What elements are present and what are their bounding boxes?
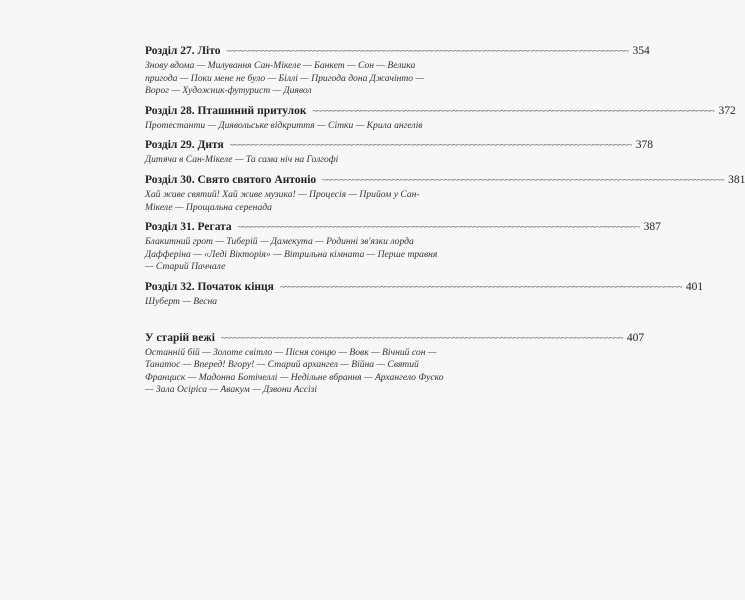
page-number: 354 [632,45,650,57]
toc-entry-head [145,138,653,152]
chapter-title: Розділ 29. Дитя [145,139,224,152]
toc-entry-chapter-29 [145,138,653,167]
chapter-summary: Дитяча в Сан-Мікеле — Та сама ніч на Голгофі [145,154,339,166]
chapter-summary: Хай живе святий! Хай живе музика! — Процесія — Прийом у Сан-Мікеле — Прощальна серенада [145,188,420,213]
page-number: 407 [626,331,645,344]
chapter-summary: Шуберт — Весна [145,295,218,307]
chapter-title: Розділ 31. Регата [145,221,232,234]
toc-entry-chapter-31 [145,220,661,274]
toc-entry-head [145,331,645,345]
leader-dots: ~~~~~~~~~~~~~~~~~~~~~~~~~~~~~~~~~~~~~~~~~~~~~~~~~~~~~~~~~~~~~~~~~~~~~~~~~~~~~~~~~~~~~~~~~~~~ [237,222,640,233]
chapter-summary: Протестанти — Диявольське відкриття — Сітки — Крила ангелів [145,119,423,131]
leader-dots: ~~~~~~~~~~~~~~~~~~~~~~~~~~~~~~~~~~~~~~~~~~~~~~~~~~~~~~~~~~~~~~~~~~~~~~~~~~~~~~~~~~~~~~~~~~~~ [322,174,725,185]
chapter-title: Розділ 32. Початок кінця [145,280,274,293]
chapter-summary: Останній бій — Золоте світло — Пісня сонцю — Вовк — Вічний сон — Танатос — Вперед! Вгору! — Старий архангел — Війна — Святий Франциск — Мадонна Ботічеллі — Недільне вбрання — Архангело Фуско — Зала Осіріса — Авакум — Дзвони Ассізі [145,346,444,396]
chapter-title: У старій вежі [145,331,215,344]
toc-entry-head [145,44,650,58]
leader-dots: ~~~~~~~~~~~~~~~~~~~~~~~~~~~~~~~~~~~~~~~~~~~~~~~~~~~~~~~~~~~~~~~~~~~~~~~~~~~~~~~~~~~~~~~~~~~~ [279,281,682,292]
page-number: 372 [718,104,736,117]
toc-entry-head [145,280,704,294]
leader-dots: ~~~~~~~~~~~~~~~~~~~~~~~~~~~~~~~~~~~~~~~~~~~~~~~~~~~~~~~~~~~~~~~~~~~~~~~~~~~~~~~~~~~~~~~~~~~~ [312,105,715,116]
toc-entry-head [145,173,745,187]
chapter-summary: Блакитний грот — Тиберій — Дамекута — Родинні зв'язки лорда Дафферіна — «Леді Вікторія» — Вітрильна кімната — Перше травня — Старий Паччале [145,236,438,273]
toc-entry-chapter-28 [145,104,736,133]
page-number: 387 [643,221,661,234]
leader-dots: ~~~~~~~~~~~~~~~~~~~~~~~~~~~~~~~~~~~~~~~~~~~~~~~~~~~~~~~~~~~~~~~~~~~~~~~~~~~~~~~~~~~~~~~~~~~~ [226,46,629,56]
leader-dots: ~~~~~~~~~~~~~~~~~~~~~~~~~~~~~~~~~~~~~~~~~~~~~~~~~~~~~~~~~~~~~~~~~~~~~~~~~~~~~~~~~~~~~~~~~~~~ [229,140,632,151]
page-number: 378 [635,139,653,152]
chapter-title: Розділ 28. Пташиний притулок [145,104,307,117]
toc-entry-head [145,104,736,118]
toc-entry-head [145,220,661,234]
page-number: 401 [685,280,704,293]
table-of-contents [145,44,745,403]
chapter-title: Розділ 27. Літо [145,45,221,57]
page-number: 381 [728,173,745,186]
chapter-summary: Знову вдома — Милування Сан-Мікеле — Банкет — Сон — Велика пригода — Поки мене не було — Біллі — Пригода дона Джачінто — Ворог — Художник-футурист — Диявол [145,60,425,97]
leader-dots: ~~~~~~~~~~~~~~~~~~~~~~~~~~~~~~~~~~~~~~~~~~~~~~~~~~~~~~~~~~~~~~~~~~~~~~~~~~~~~~~~~~~~~~~~~~~~ [220,332,623,343]
toc-entry-chapter-27 [145,44,650,98]
chapter-title: Розділ 30. Свято святого Антоніо [145,173,317,186]
toc-entry-chapter-32 [145,280,704,309]
toc-entry-old-tower [145,331,645,397]
toc-entry-chapter-30 [145,173,745,214]
